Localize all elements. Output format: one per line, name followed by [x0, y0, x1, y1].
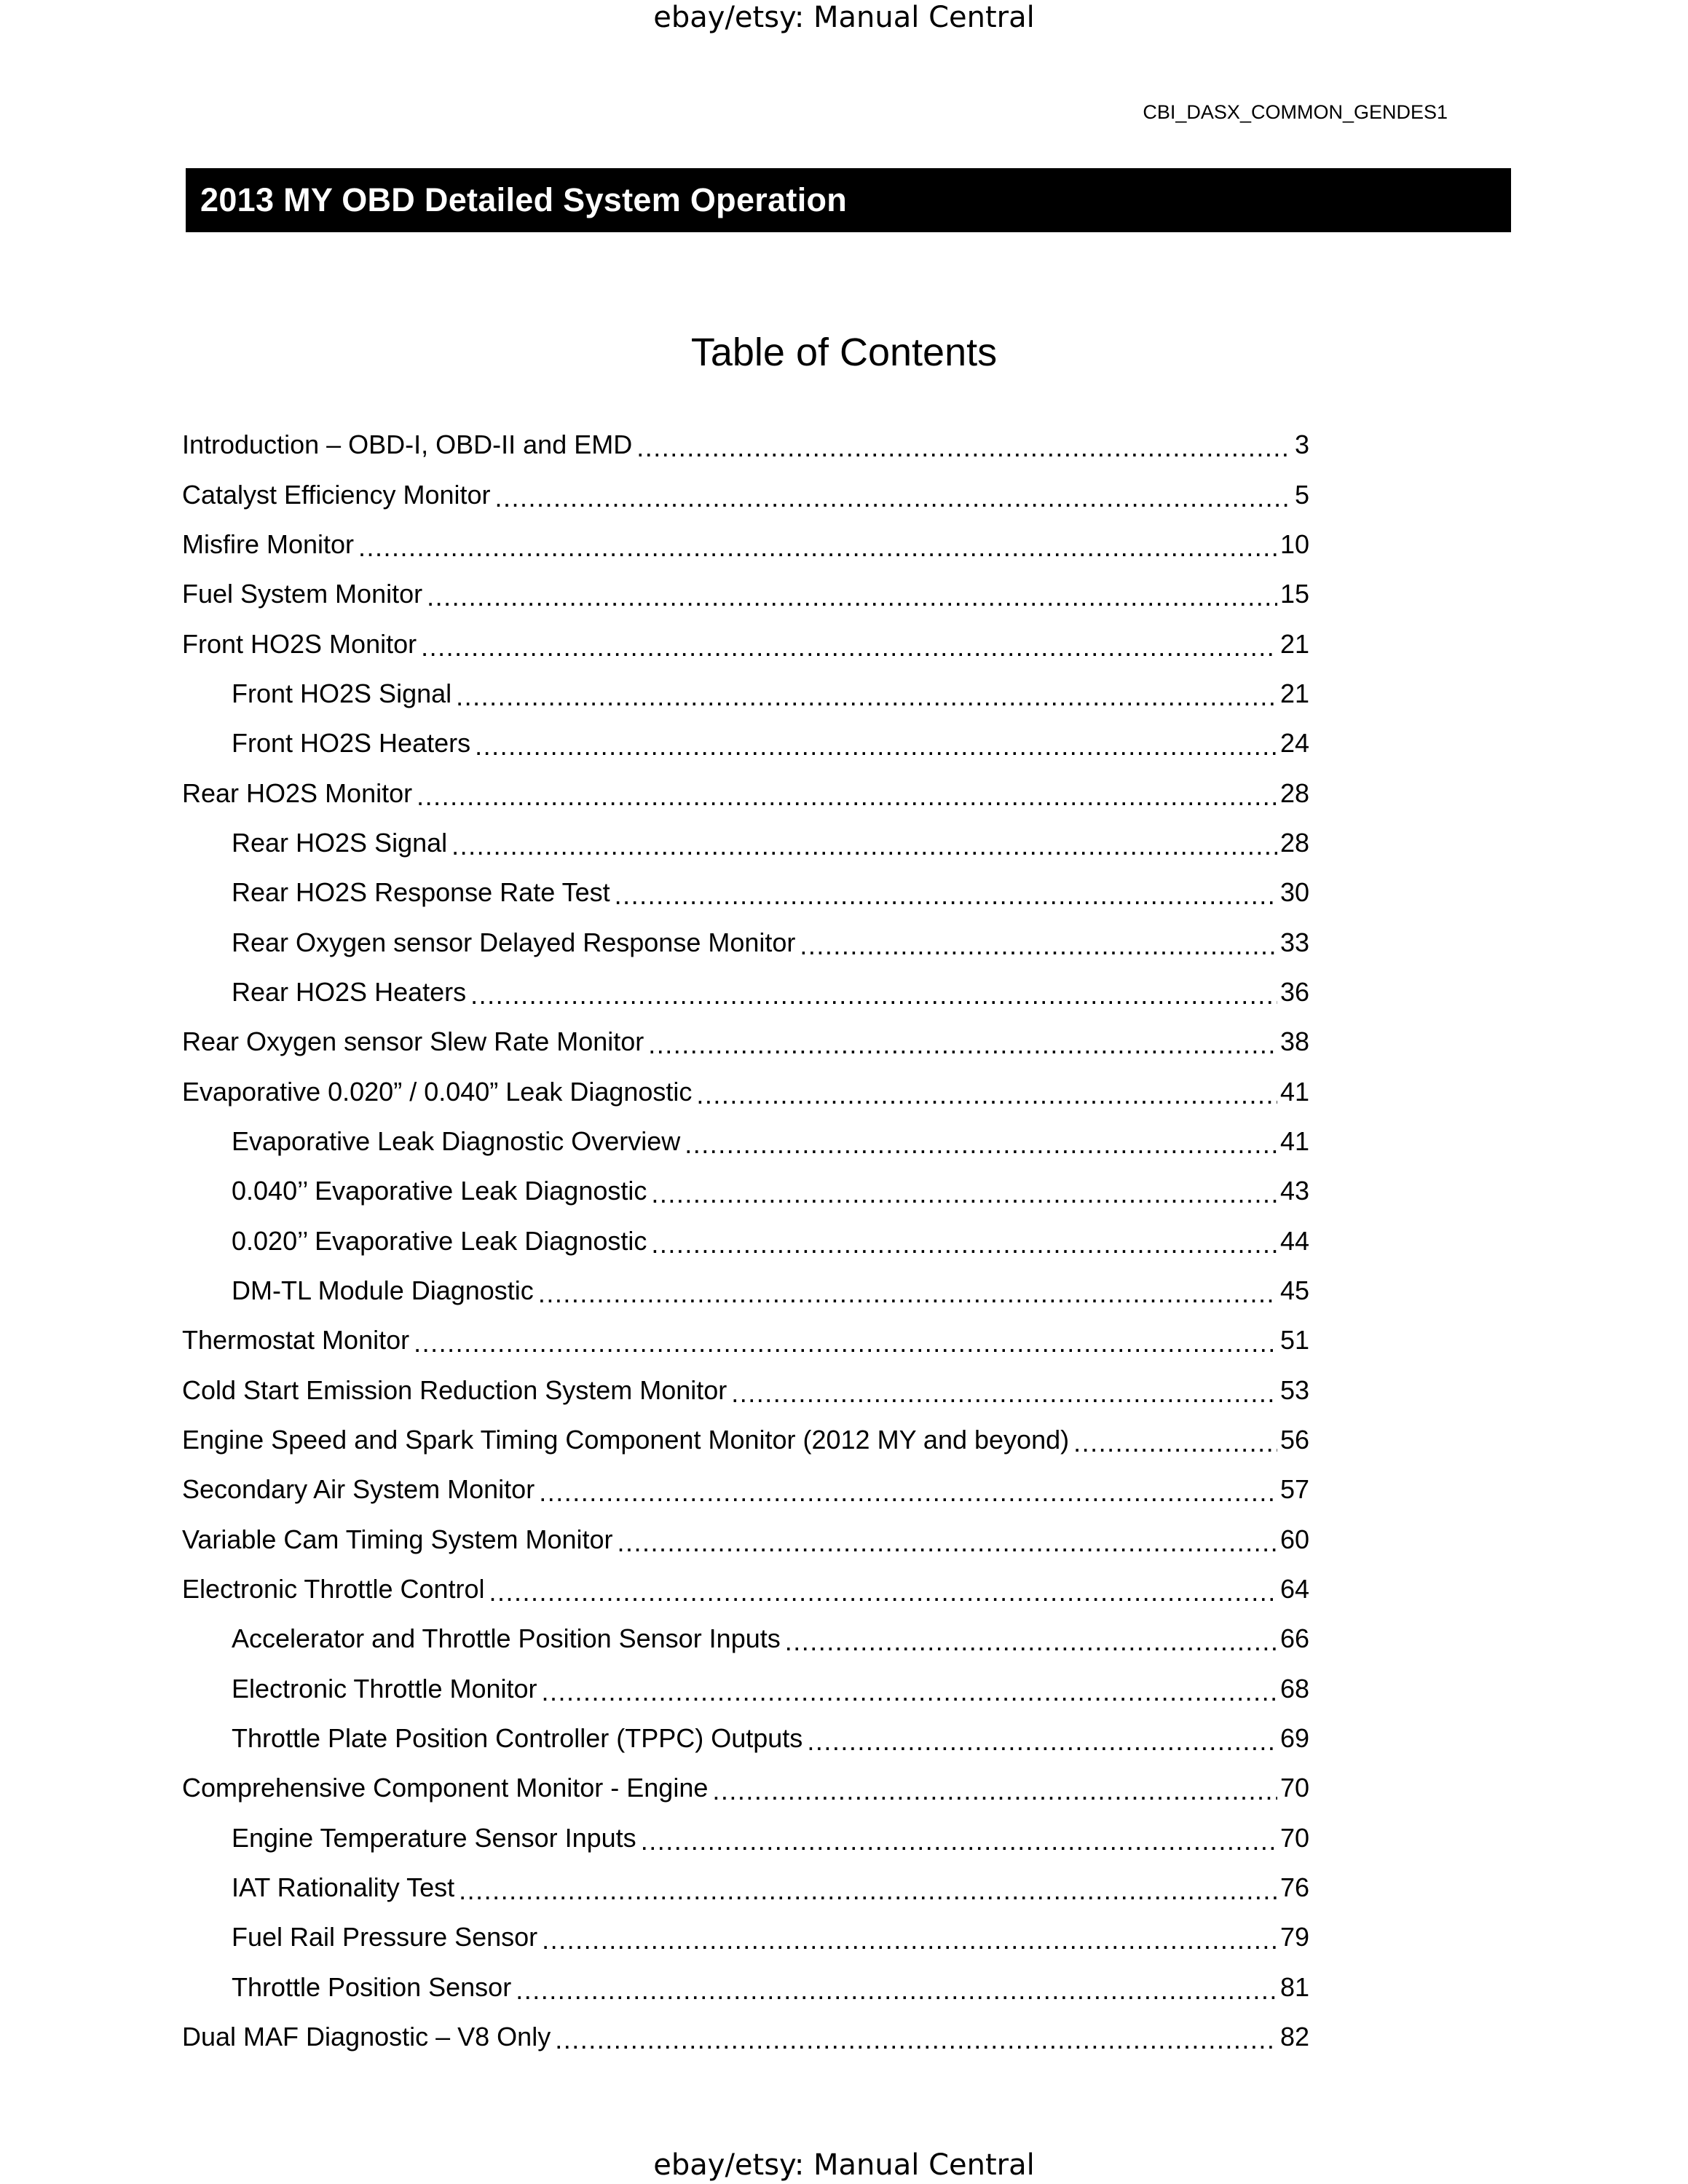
toc-dot-leader	[731, 1378, 1277, 1409]
toc-entry[interactable]	[182, 420, 1309, 470]
toc-dot-leader	[358, 532, 1277, 563]
toc-entry[interactable]	[182, 1564, 1309, 1614]
toc-entry-label: Fuel Rail Pressure Sensor	[232, 1922, 538, 1952]
toc-dot-leader	[651, 1179, 1277, 1209]
toc-entry-label: Variable Cam Timing System Monitor	[182, 1524, 613, 1554]
toc-entry-page: 36	[1279, 976, 1309, 1007]
toc-entry-page: 44	[1279, 1225, 1309, 1256]
toc-entry-label: Engine Speed and Spark Timing Component Monitor (2012 MY and beyond)	[182, 1425, 1070, 1455]
toc-entry[interactable]	[182, 1963, 1309, 2012]
watermark-bottom: ebay/etsy: Manual Central	[653, 2148, 1035, 2182]
toc-dot-leader	[421, 632, 1277, 662]
toc-entry-label: Throttle Position Sensor	[232, 1971, 512, 2002]
toc-entry-page: 79	[1279, 1922, 1309, 1952]
toc-entry[interactable]	[182, 818, 1309, 868]
toc-dot-leader	[648, 1029, 1277, 1060]
toc-entry-label: Catalyst Efficiency Monitor	[182, 479, 491, 510]
toc-entry[interactable]	[182, 1714, 1309, 1763]
toc-entry[interactable]	[182, 470, 1309, 519]
toc-entry-page: 21	[1279, 678, 1309, 708]
toc-entry-label: Secondary Air System Monitor	[182, 1474, 535, 1505]
toc-entry-page: 28	[1279, 778, 1309, 808]
toc-entry-label: 0.040’’ Evaporative Leak Diagnostic	[232, 1176, 647, 1206]
toc-entry-page: 5	[1294, 479, 1309, 510]
toc-dot-leader	[456, 681, 1277, 712]
toc-entry[interactable]	[182, 1863, 1309, 1912]
toc-entry-page: 43	[1279, 1176, 1309, 1206]
toc-entry-page: 69	[1279, 1723, 1309, 1754]
toc-dot-leader	[539, 1477, 1277, 1508]
toc-dot-leader	[489, 1577, 1277, 1607]
toc-entry-label: Rear HO2S Response Rate Test	[232, 877, 610, 908]
toc-entry-label: 0.020’’ Evaporative Leak Diagnostic	[232, 1225, 647, 1256]
toc-entry-page: 70	[1279, 1822, 1309, 1853]
toc-dot-leader	[470, 980, 1277, 1010]
toc-dot-leader	[475, 731, 1277, 761]
toc-entry[interactable]	[182, 1664, 1309, 1714]
toc-entry-page: 45	[1279, 1275, 1309, 1306]
toc-entry-label: Dual MAF Diagnostic – V8 Only	[182, 2022, 551, 2052]
toc-dot-leader	[712, 1776, 1277, 1806]
toc-entry[interactable]	[182, 2012, 1309, 2062]
toc-dot-leader	[1073, 1428, 1277, 1458]
toc-entry-page: 21	[1279, 628, 1309, 659]
toc-entry[interactable]	[182, 1166, 1309, 1216]
toc-entry-label: Thermostat Monitor	[182, 1325, 410, 1356]
toc-entry[interactable]	[182, 1017, 1309, 1067]
toc-entry[interactable]	[182, 1366, 1309, 1415]
toc-entry[interactable]	[182, 1813, 1309, 1863]
toc-entry-label: Front HO2S Heaters	[232, 728, 471, 759]
toc-entry-label: Electronic Throttle Monitor	[232, 1673, 537, 1704]
toc-entry[interactable]	[182, 1266, 1309, 1315]
toc-dot-leader	[414, 1328, 1277, 1358]
toc-entry-page: 56	[1279, 1425, 1309, 1455]
toc-dot-leader	[685, 1129, 1277, 1160]
toc-entry-page: 64	[1279, 1574, 1309, 1605]
toc-dot-leader	[538, 1278, 1277, 1309]
toc-entry-page: 68	[1279, 1673, 1309, 1704]
toc-entry-page: 76	[1279, 1872, 1309, 1903]
toc-entry-page: 33	[1279, 927, 1309, 957]
toc-entry-page: 28	[1279, 827, 1309, 858]
toc-entry-label: Rear Oxygen sensor Slew Rate Monitor	[182, 1026, 644, 1057]
toc-entry[interactable]	[182, 968, 1309, 1017]
toc-entry-page: 82	[1279, 2022, 1309, 2052]
toc-entry-page: 38	[1279, 1026, 1309, 1057]
toc-entry-page: 81	[1279, 1971, 1309, 2002]
toc-entry-label: Rear HO2S Monitor	[182, 778, 413, 808]
toc-entry-page: 3	[1294, 430, 1309, 460]
toc-entry-label: Evaporative Leak Diagnostic Overview	[232, 1125, 681, 1156]
toc-entry-page: 66	[1279, 1623, 1309, 1654]
toc-dot-leader	[615, 880, 1277, 911]
toc-dot-leader	[451, 831, 1277, 861]
toc-entry[interactable]	[182, 1315, 1309, 1365]
toc-entry-label: Throttle Plate Position Controller (TPPC) Outputs	[232, 1723, 803, 1754]
toc-entry-page: 10	[1279, 529, 1309, 559]
toc-entry-page: 51	[1279, 1325, 1309, 1356]
table-of-contents	[182, 420, 1309, 2062]
toc-entry-label: Rear HO2S Heaters	[232, 976, 467, 1007]
toc-entry-label: Accelerator and Throttle Position Sensor Inputs	[232, 1623, 781, 1654]
toc-entry-page: 30	[1279, 877, 1309, 908]
toc-entry-label: IAT Rationality Test	[232, 1872, 455, 1903]
toc-entry-page: 24	[1279, 728, 1309, 759]
toc-entry[interactable]	[182, 1067, 1309, 1116]
document-title: 2013 MY OBD Detailed System Operation	[200, 181, 848, 218]
toc-entry[interactable]	[182, 520, 1309, 569]
toc-entry[interactable]	[182, 768, 1309, 818]
toc-entry[interactable]	[182, 1912, 1309, 1962]
toc-entry-page: 57	[1279, 1474, 1309, 1505]
toc-dot-leader	[459, 1875, 1277, 1906]
toc-dot-leader	[618, 1527, 1277, 1558]
toc-entry-label: Electronic Throttle Control	[182, 1574, 485, 1605]
toc-entry[interactable]	[182, 569, 1309, 619]
toc-dot-leader	[641, 1826, 1277, 1856]
toc-entry-label: Fuel System Monitor	[182, 579, 423, 609]
toc-entry-page: 70	[1279, 1773, 1309, 1803]
toc-entry-label: Introduction – OBD-I, OBD-II and EMD	[182, 430, 633, 460]
toc-entry[interactable]	[182, 669, 1309, 719]
toc-dot-leader	[807, 1726, 1277, 1757]
toc-entry[interactable]	[182, 1415, 1309, 1465]
toc-dot-leader	[696, 1080, 1277, 1110]
toc-entry-page: 53	[1279, 1374, 1309, 1405]
toc-dot-leader	[800, 930, 1277, 961]
toc-entry-label: Front HO2S Monitor	[182, 628, 417, 659]
toc-dot-leader	[495, 483, 1292, 513]
toc-dot-leader	[427, 582, 1277, 612]
toc-dot-leader	[555, 2025, 1277, 2055]
toc-heading: Table of Contents	[690, 331, 998, 374]
toc-entry[interactable]	[182, 917, 1309, 967]
toc-entry-page: 60	[1279, 1524, 1309, 1554]
toc-entry-label: Rear HO2S Signal	[232, 827, 448, 858]
toc-entry-label: Cold Start Emission Reduction System Monitor	[182, 1374, 727, 1405]
toc-entry-page: 15	[1279, 579, 1309, 609]
document-code: CBI_DASX_COMMON_GENDES1	[1143, 101, 1448, 123]
toc-dot-leader	[542, 1925, 1277, 1955]
toc-entry-label: Comprehensive Component Monitor - Engine	[182, 1773, 709, 1803]
toc-entry-page: 41	[1279, 1125, 1309, 1156]
toc-dot-leader	[516, 1975, 1277, 2006]
toc-entry[interactable]	[182, 719, 1309, 768]
toc-dot-leader	[542, 1677, 1277, 1707]
toc-entry[interactable]	[182, 868, 1309, 917]
toc-entry[interactable]	[182, 1117, 1309, 1166]
toc-entry-label: Misfire Monitor	[182, 529, 355, 559]
title-bar	[186, 168, 1511, 232]
toc-entry-label: DM-TL Module Diagnostic	[232, 1275, 534, 1306]
toc-entry-label: Rear Oxygen sensor Delayed Response Monitor	[232, 927, 796, 957]
toc-entry[interactable]	[182, 1216, 1309, 1266]
toc-entry[interactable]	[182, 619, 1309, 668]
toc-entry[interactable]	[182, 1614, 1309, 1663]
toc-entry-label: Engine Temperature Sensor Inputs	[232, 1822, 636, 1853]
toc-dot-leader	[417, 781, 1277, 812]
toc-entry-label: Evaporative 0.020” / 0.040” Leak Diagnostic	[182, 1076, 693, 1107]
toc-entry[interactable]	[182, 1465, 1309, 1514]
toc-dot-leader	[651, 1229, 1277, 1259]
toc-dot-leader	[636, 432, 1292, 463]
toc-entry-label: Front HO2S Signal	[232, 678, 452, 708]
toc-entry-page: 41	[1279, 1076, 1309, 1107]
toc-dot-leader	[785, 1626, 1277, 1657]
toc-entry[interactable]	[182, 1763, 1309, 1813]
toc-entry[interactable]	[182, 1515, 1309, 1564]
watermark-top: ebay/etsy: Manual Central	[653, 1, 1035, 34]
